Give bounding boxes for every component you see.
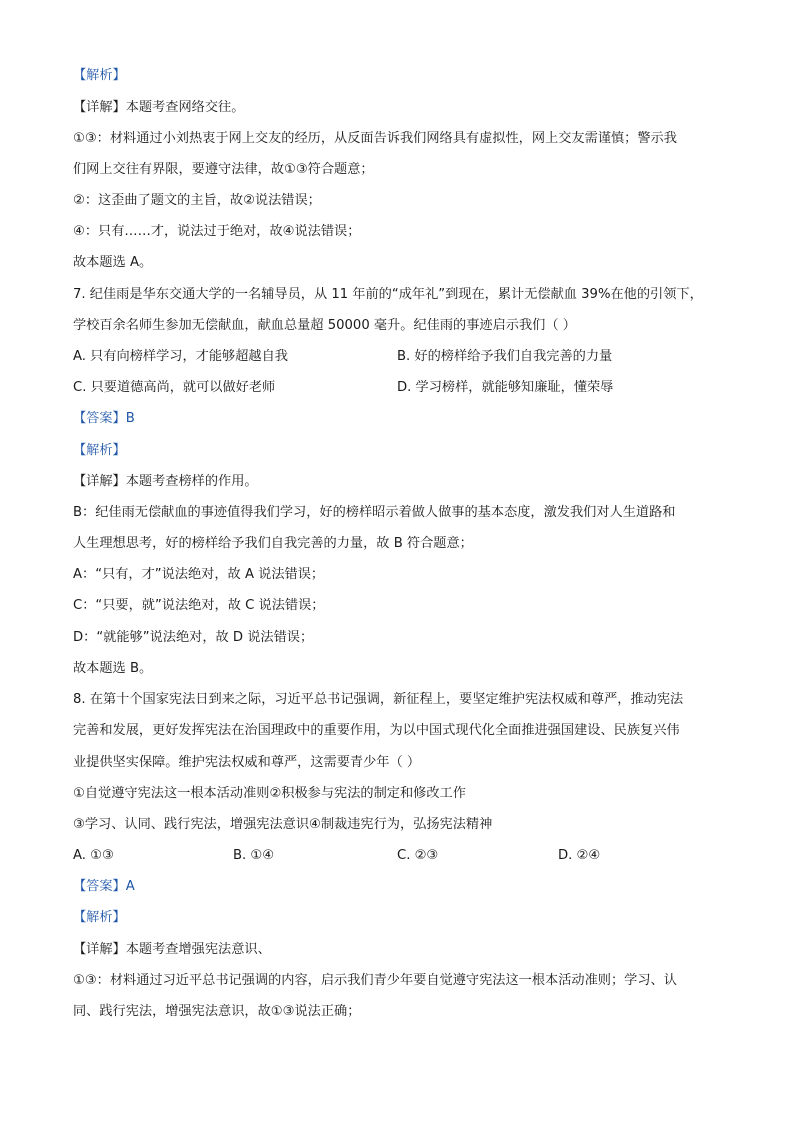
q8-option-c: C. ②③ (397, 848, 439, 863)
analysis-label-q6: 【解析】 (73, 68, 126, 83)
explanation-line-q7-2: 人生理想思考，好的榜样给予我们自我完善的力量，故 B 符合题意； (73, 536, 473, 551)
question-8-line-3: 业提供坚实保障。维护宪法权威和尊严，这需要青少年（ ） (73, 755, 421, 770)
detail-line-q8: 【详解】本题考查增强宪法意识、 (73, 942, 271, 957)
explanation-line-q6-3: ②：这歪曲了题文的主旨，故②说法错误； (73, 193, 321, 208)
analysis-label-q8: 【解析】 (73, 910, 126, 925)
q8-option-a: A. ①③ (73, 848, 114, 863)
question-8-statement-2: ③学习、认同、践行宪法，增强宪法意识④制裁违宪行为，弘扬宪法精神 (73, 817, 493, 832)
explanation-line-q6-1: ①③：材料通过小刘热衷于网上交友的经历，从反面告诉我们网络具有虚拟性，网上交友需谨慎；警示我 (73, 131, 677, 146)
explanation-line-q7-1: B：纪佳雨无偿献血的事迹值得我们学习，好的榜样昭示着做人做事的基本态度，激发我们对人生道路和 (73, 505, 676, 520)
explanation-line-q7-4: C：“只要，就”说法绝对，故 C 说法错误； (73, 598, 325, 613)
q7-option-b: B. 好的榜样给予我们自我完善的力量 (397, 349, 613, 364)
question-8-line-2: 完善和发展，更好发挥宪法在治国理政中的重要作用，为以中国式现代化全面推进强国建设、民族复兴伟 (73, 723, 680, 738)
q8-option-d: D. ②④ (558, 848, 601, 863)
analysis-label-q7: 【解析】 (73, 443, 126, 458)
explanation-line-q6-4: ④：只有……才，说法过于绝对，故④说法错误； (73, 224, 361, 239)
answer-label-q8: 【答案】A (73, 879, 135, 894)
detail-line-q6: 【详解】本题考查网络交往。 (73, 100, 245, 115)
question-7-line-2: 学校百余名师生参加无偿献血，献血总量超 50000 毫升。纪佳雨的事迹启示我们（ ） (73, 318, 576, 333)
explanation-line-q7-5: D：“就能够”说法绝对，故 D 说法错误； (73, 630, 314, 645)
conclusion-line-q7: 故本题选 B。 (73, 661, 153, 676)
answer-label-q7: 【答案】B (73, 411, 135, 426)
q8-option-b: B. ①④ (233, 848, 275, 863)
explanation-line-q7-3: A：“只有，才”说法绝对，故 A 说法错误； (73, 567, 325, 582)
explanation-line-q6-2: 们网上交往有界限，要遵守法律，故①③符合题意； (73, 162, 374, 177)
question-7-line-1: 7. 纪佳雨是华东交通大学的一名辅导员，从 11 年前的“成年礼”到现在，累计无偿献血 39%在他的引领下， (73, 287, 703, 302)
explanation-line-q8-1: ①③：材料通过习近平总书记强调的内容，启示我们青少年要自觉遵守宪法这一根本活动准则；学习、认 (73, 973, 677, 988)
q7-option-a: A. 只有向榜样学习，才能够超越自我 (73, 349, 288, 364)
detail-line-q7: 【详解】本题考查榜样的作用。 (73, 474, 258, 489)
question-8-line-1: 8. 在第十个国家宪法日到来之际，习近平总书记强调，新征程上，要坚定维护宪法权威和尊严，推动宪法 (73, 692, 684, 707)
q7-option-d: D. 学习榜样，就能够知廉耻，懂荣辱 (397, 380, 614, 395)
explanation-line-q8-2: 同、践行宪法，增强宪法意识，故①③说法正确； (73, 1004, 361, 1019)
q7-option-c: C. 只要道德高尚，就可以做好老师 (73, 380, 276, 395)
question-8-statement-1: ①自觉遵守宪法这一根本活动准则②积极参与宪法的制定和修改工作 (73, 786, 466, 801)
conclusion-line-q6: 故本题选 A。 (73, 255, 153, 270)
